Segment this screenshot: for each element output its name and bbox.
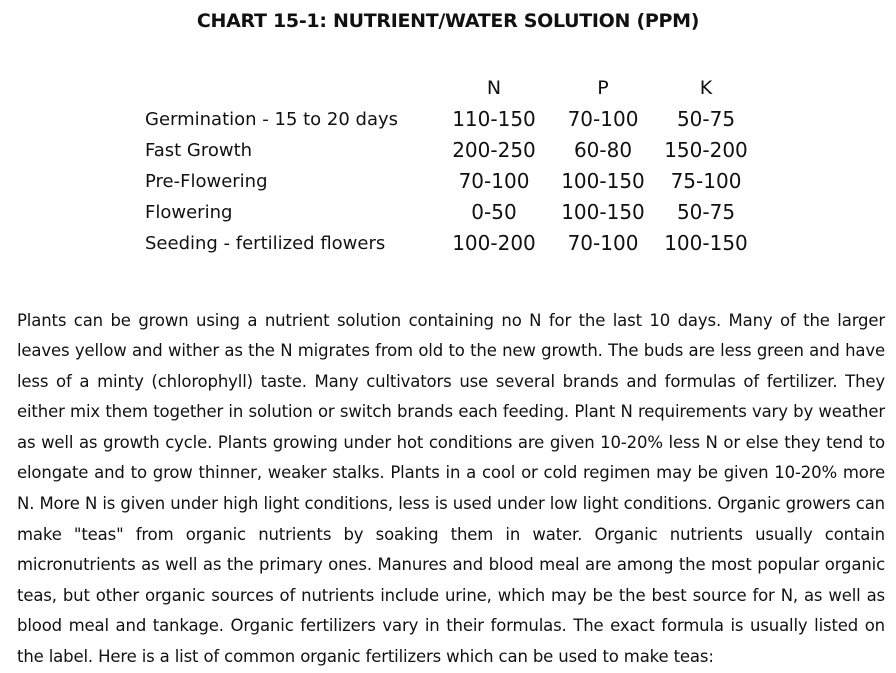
- table-row: [145, 228, 765, 259]
- stage-label: Pre-Flowering: [145, 171, 268, 192]
- table-row: [145, 166, 765, 197]
- stage-label: Fast Growth: [145, 140, 253, 161]
- p-value: 70-100: [567, 107, 639, 131]
- p-value: 100-150: [561, 200, 645, 224]
- n-value: 0-50: [471, 200, 517, 224]
- body-paragraph: Plants can be grown using a nutrient solution containing no N for the last 10 days. Many of the larger leaves yellow and wither as the N migrates from old to the new growth. The buds are less green and have less of a minty (chlorophyll) taste. Many cultivators use several brands and formulas of fertilizer. They either mix them together in solution or switch brands each feeding. Plant N requirements vary by weather as well as growth cycle. Plants growing under hot conditions are given 10-20% less N or else they tend to elongate and to grow thinner, weaker stalks. Plants in a cool or cold regimen may be given 10-20% more N. More N is given under high light conditions, less is used under low light conditions. Organic growers can make "teas" from organic nutrients by soaking them in water. Organic nutrients usually contain micronutrients as well as the primary ones. Manures and blood meal are among the most popular organic teas, but other organic sources of nutrients include urine, which may be the best source for N, as well as blood meal and tankage. Organic fertilizers vary in their formulas. The exact formula is usually listed on the label. Here is a list of common organic fertilizers which can be used to make teas:: [17, 310, 885, 667]
- p-value: 100-150: [561, 169, 645, 193]
- chart-title: CHART 15-1: NUTRIENT/WATER SOLUTION (PPM): [196, 10, 700, 32]
- table-header-row: [145, 73, 765, 104]
- p-value: 70-100: [567, 231, 639, 255]
- column-header-k: K: [699, 77, 713, 99]
- stage-label: Seeding - fertilized flowers: [145, 233, 386, 254]
- nutrient-table: [145, 73, 765, 259]
- k-value: 75-100: [670, 169, 742, 193]
- column-header-p: P: [597, 77, 609, 99]
- k-value: 100-150: [664, 231, 748, 255]
- table-row: [145, 135, 765, 166]
- column-header-n: N: [486, 77, 502, 99]
- n-value: 200-250: [452, 138, 536, 162]
- table-row: [145, 104, 765, 135]
- p-value: 60-80: [573, 138, 633, 162]
- n-value: 110-150: [452, 107, 536, 131]
- n-value: 100-200: [452, 231, 536, 255]
- k-value: 50-75: [676, 200, 736, 224]
- k-value: 150-200: [664, 138, 748, 162]
- k-value: 50-75: [676, 107, 736, 131]
- stage-label: Flowering: [145, 202, 233, 223]
- table-row: [145, 197, 765, 228]
- n-value: 70-100: [458, 169, 530, 193]
- stage-label: Germination - 15 to 20 days: [145, 109, 399, 130]
